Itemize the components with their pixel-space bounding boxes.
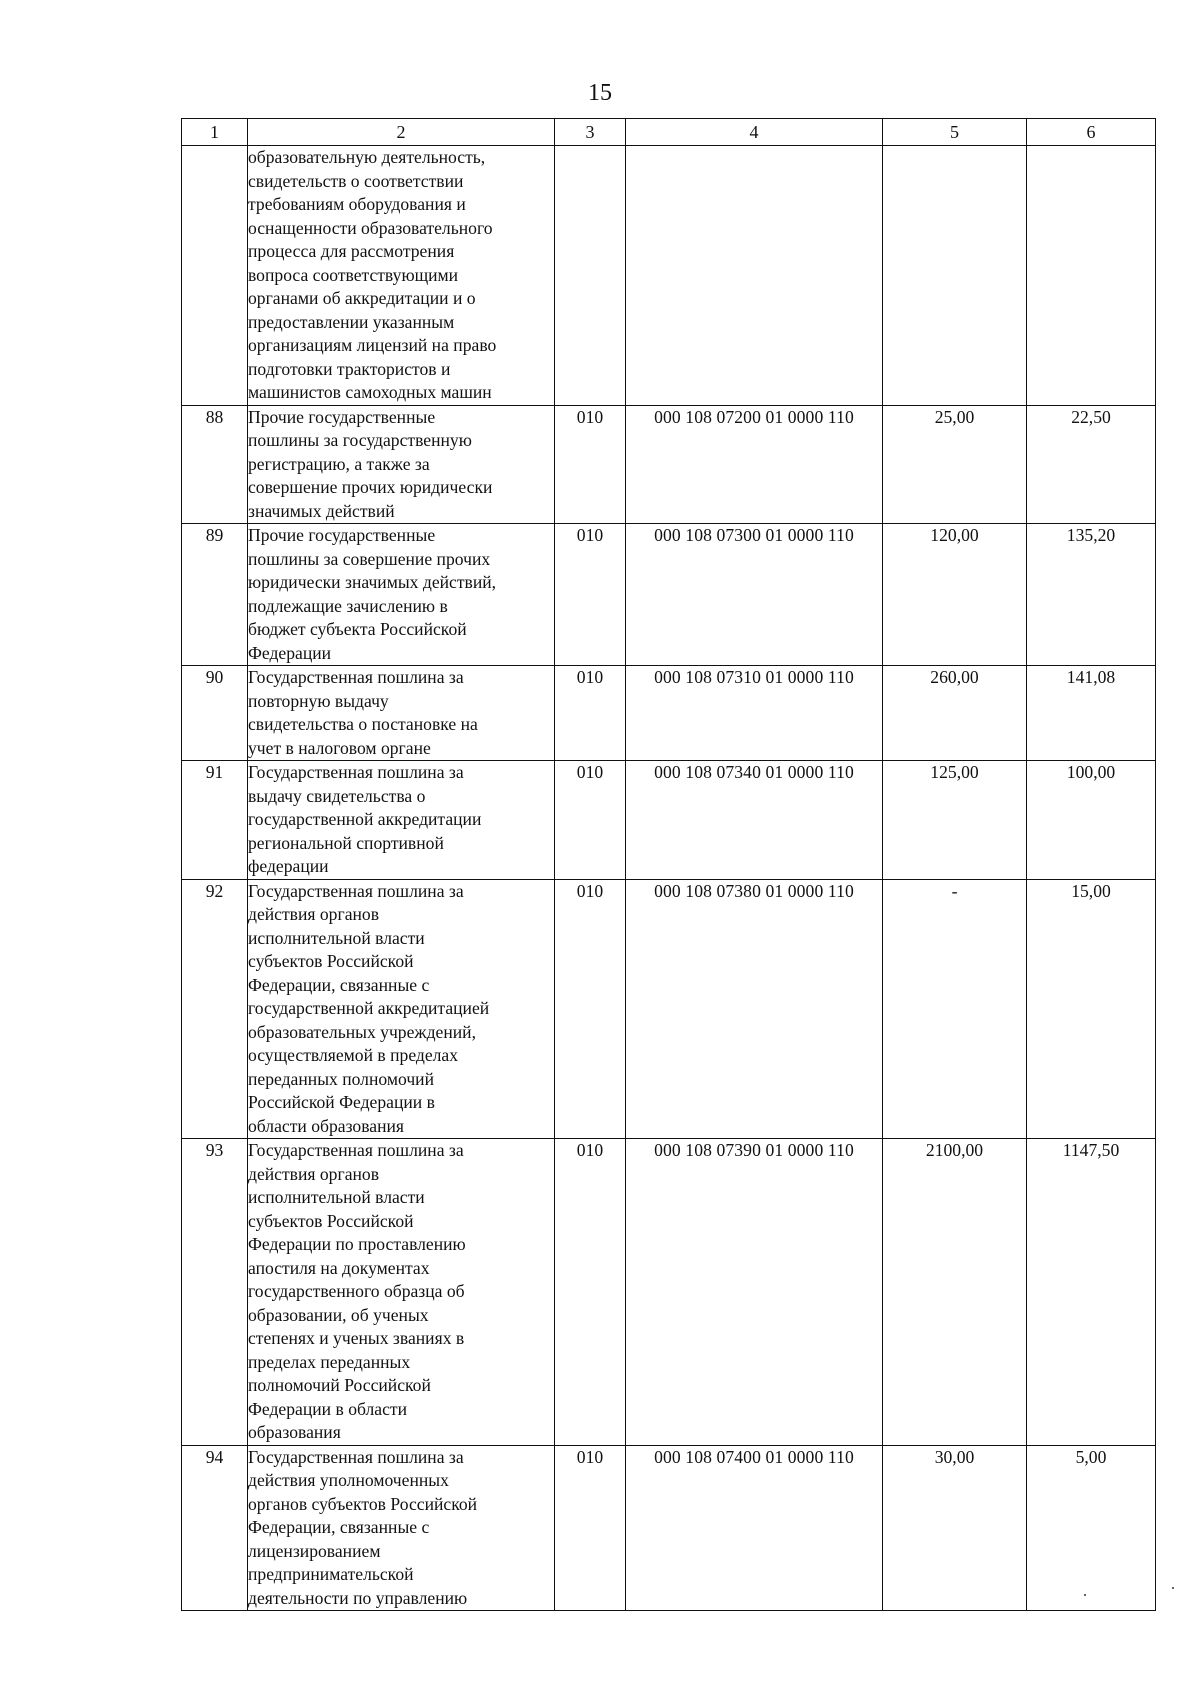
revenue-name-line: действия органов bbox=[248, 904, 380, 924]
revenue-name-line: требованиям оборудования и bbox=[248, 194, 466, 214]
revenue-name-line: Федерации по проставлению bbox=[248, 1234, 466, 1254]
plan-amount-cell: 260,00 bbox=[883, 666, 1027, 761]
revenue-name-line: Государственная пошлина за bbox=[248, 667, 464, 687]
row-number-cell: 90 bbox=[182, 666, 248, 761]
plan-amount-cell: - bbox=[883, 879, 1027, 1139]
revenue-name-line: оснащенности образовательного bbox=[248, 217, 493, 238]
revenue-name-cell bbox=[248, 1139, 555, 1446]
budget-classification-code-cell: 000 108 07390 01 0000 110 bbox=[626, 1139, 883, 1446]
header-col-2: 2 bbox=[248, 119, 555, 146]
revenue-name-line: пошлины за совершение прочих bbox=[248, 548, 491, 569]
revenue-name-line: предоставлении указанным bbox=[248, 311, 455, 332]
revenue-name-line: повторную выдачу bbox=[248, 690, 389, 711]
revenue-name-line: бюджет субъекта Российской bbox=[248, 619, 467, 639]
revenue-name-line: выдачу свидетельства о bbox=[248, 785, 426, 806]
actual-amount-cell: 141,08 bbox=[1027, 666, 1156, 761]
admin-code-cell: 010 bbox=[555, 666, 626, 761]
scan-speck bbox=[1084, 1594, 1086, 1596]
revenue-name-line: пошлины за государственную bbox=[248, 430, 472, 450]
revenue-name-line: процесса для рассмотрения bbox=[248, 241, 455, 261]
revenue-name-line: Федерации bbox=[248, 642, 332, 663]
revenue-name-line: области образования bbox=[248, 1115, 405, 1136]
revenue-name-line: образовательную деятельность, bbox=[248, 147, 486, 167]
revenue-name-cell bbox=[248, 761, 555, 880]
revenue-name-line: степенях и ученых званиях в bbox=[248, 1328, 465, 1348]
row-number-cell: 88 bbox=[182, 405, 248, 524]
actual-amount-cell: 135,20 bbox=[1027, 524, 1156, 666]
admin-code-cell: 010 bbox=[555, 1445, 626, 1611]
revenue-name-cell bbox=[248, 1445, 555, 1611]
table-row bbox=[182, 1139, 1156, 1446]
row-number-cell: 91 bbox=[182, 761, 248, 880]
revenue-name-line: учет в налоговом органе bbox=[248, 737, 431, 758]
table-row bbox=[182, 666, 1156, 761]
table-row bbox=[182, 879, 1156, 1139]
header-col-5: 5 bbox=[883, 119, 1027, 146]
header-col-4: 4 bbox=[626, 119, 883, 146]
revenue-name-line: субъектов Российской bbox=[248, 951, 414, 971]
plan-amount-cell bbox=[883, 146, 1027, 406]
revenue-name-line: лицензированием bbox=[248, 1540, 381, 1561]
revenue-name-line: полномочий Российской bbox=[248, 1375, 431, 1395]
admin-code-cell: 010 bbox=[555, 879, 626, 1139]
budget-revenue-table bbox=[181, 118, 1156, 1611]
budget-classification-code-cell: 000 108 07200 01 0000 110 bbox=[626, 405, 883, 524]
revenue-name-line: регистрацию, а также за bbox=[248, 453, 430, 474]
revenue-name-line: Государственная пошлина за bbox=[248, 880, 464, 901]
budget-classification-code-cell: 000 108 07340 01 0000 110 bbox=[626, 761, 883, 880]
revenue-name-line: органами об аккредитации и о bbox=[248, 288, 476, 308]
page-number: 15 bbox=[588, 80, 612, 106]
revenue-name-line: государственной аккредитацией bbox=[248, 998, 490, 1018]
admin-code-cell: 010 bbox=[555, 405, 626, 524]
revenue-name-line: государственного образца об bbox=[248, 1281, 465, 1301]
revenue-name-line: действия органов bbox=[248, 1163, 380, 1184]
revenue-name-line: подготовки трактористов и bbox=[248, 358, 451, 379]
admin-code-cell bbox=[555, 146, 626, 406]
revenue-name-line: образовании, об ученых bbox=[248, 1304, 429, 1325]
revenue-name-line: Государственная пошлина за bbox=[248, 762, 464, 782]
budget-classification-code-cell: 000 108 07310 01 0000 110 bbox=[626, 666, 883, 761]
actual-amount-cell: 22,50 bbox=[1027, 405, 1156, 524]
actual-amount-cell: 15,00 bbox=[1027, 879, 1156, 1139]
actual-amount-cell bbox=[1027, 146, 1156, 406]
row-number-cell: 92 bbox=[182, 879, 248, 1139]
revenue-name-line: Федерации, связанные с bbox=[248, 1517, 430, 1537]
revenue-name-cell bbox=[248, 666, 555, 761]
revenue-name-line: государственной аккредитации bbox=[248, 809, 482, 829]
revenue-name-line: региональной спортивной bbox=[248, 832, 444, 853]
revenue-name-cell bbox=[248, 879, 555, 1139]
budget-classification-code-cell bbox=[626, 146, 883, 406]
budget-classification-code-cell: 000 108 07380 01 0000 110 bbox=[626, 879, 883, 1139]
revenue-name-line: субъектов Российской bbox=[248, 1210, 414, 1231]
revenue-name-line: исполнительной власти bbox=[248, 927, 425, 948]
revenue-name-line: предпринимательской bbox=[248, 1564, 414, 1584]
revenue-name-line: Федерации в области bbox=[248, 1398, 408, 1419]
header-col-3: 3 bbox=[555, 119, 626, 146]
header-col-1: 1 bbox=[182, 119, 248, 146]
plan-amount-cell: 25,00 bbox=[883, 405, 1027, 524]
revenue-name-cell bbox=[248, 146, 555, 406]
revenue-name-line: образовательных учреждений, bbox=[248, 1021, 476, 1042]
revenue-name-cell bbox=[248, 524, 555, 666]
scan-speck bbox=[1172, 1587, 1174, 1589]
row-number-cell bbox=[182, 146, 248, 406]
plan-amount-cell: 2100,00 bbox=[883, 1139, 1027, 1446]
revenue-name-line: свидетельства о постановке на bbox=[248, 714, 478, 734]
revenue-name-line: юридически значимых действий, bbox=[248, 572, 497, 592]
table-row bbox=[182, 761, 1156, 880]
row-number-cell: 93 bbox=[182, 1139, 248, 1446]
revenue-name-line: подлежащие зачислению в bbox=[248, 595, 448, 616]
row-number-cell: 94 bbox=[182, 1445, 248, 1611]
revenue-name-cell bbox=[248, 405, 555, 524]
table-row bbox=[182, 524, 1156, 666]
revenue-name-line: машинистов самоходных машин bbox=[248, 382, 492, 402]
revenue-name-line: федерации bbox=[248, 856, 329, 876]
revenue-name-line: осуществляемой в пределах bbox=[248, 1045, 459, 1065]
table-row bbox=[182, 405, 1156, 524]
plan-amount-cell: 120,00 bbox=[883, 524, 1027, 666]
row-number-cell: 89 bbox=[182, 524, 248, 666]
actual-amount-cell: 1147,50 bbox=[1027, 1139, 1156, 1446]
revenue-name-line: действия уполномоченных bbox=[248, 1470, 449, 1490]
budget-classification-code-cell: 000 108 07300 01 0000 110 bbox=[626, 524, 883, 666]
revenue-name-line: совершение прочих юридически bbox=[248, 477, 493, 497]
revenue-name-line: переданных полномочий bbox=[248, 1068, 434, 1089]
table-row bbox=[182, 1445, 1156, 1611]
revenue-name-line: организациям лицензий на право bbox=[248, 335, 497, 355]
revenue-name-line: пределах переданных bbox=[248, 1351, 411, 1372]
admin-code-cell: 010 bbox=[555, 524, 626, 666]
revenue-name-line: Государственная пошлина за bbox=[248, 1446, 464, 1467]
budget-classification-code-cell: 000 108 07400 01 0000 110 bbox=[626, 1445, 883, 1611]
admin-code-cell: 010 bbox=[555, 761, 626, 880]
plan-amount-cell: 30,00 bbox=[883, 1445, 1027, 1611]
table-body bbox=[182, 146, 1156, 1611]
actual-amount-cell: 100,00 bbox=[1027, 761, 1156, 880]
revenue-name-line: органов субъектов Российской bbox=[248, 1493, 478, 1514]
revenue-name-line: образования bbox=[248, 1422, 341, 1442]
revenue-name-line: апостиля на документах bbox=[248, 1257, 430, 1278]
revenue-name-line: Прочие государственные bbox=[248, 525, 436, 545]
revenue-name-line: Прочие государственные bbox=[248, 406, 436, 427]
admin-code-cell: 010 bbox=[555, 1139, 626, 1446]
header-row bbox=[182, 119, 1156, 146]
header-col-6: 6 bbox=[1027, 119, 1156, 146]
revenue-name-line: Российской Федерации в bbox=[248, 1092, 435, 1112]
revenue-name-line: значимых действий bbox=[248, 500, 395, 521]
table-header bbox=[182, 119, 1156, 146]
revenue-name-line: деятельности по управлению bbox=[248, 1587, 468, 1608]
revenue-name-line: вопроса соответствующими bbox=[248, 264, 459, 285]
actual-amount-cell: 5,00 bbox=[1027, 1445, 1156, 1611]
revenue-name-line: исполнительной власти bbox=[248, 1187, 425, 1207]
revenue-name-line: Государственная пошлина за bbox=[248, 1140, 464, 1160]
plan-amount-cell: 125,00 bbox=[883, 761, 1027, 880]
revenue-name-line: Федерации, связанные с bbox=[248, 974, 430, 995]
revenue-name-line: свидетельств о соответствии bbox=[248, 170, 464, 191]
table-row bbox=[182, 146, 1156, 406]
